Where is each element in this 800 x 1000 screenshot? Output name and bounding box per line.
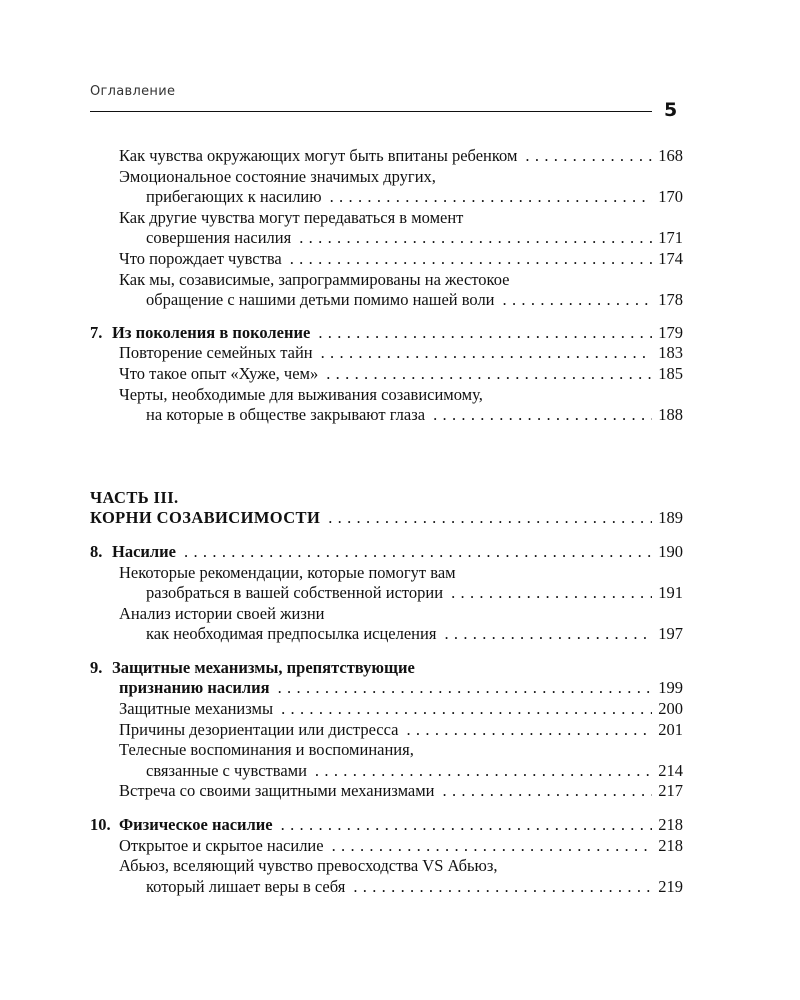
- chapter-title: Насилие: [112, 541, 177, 561]
- part-label: ЧАСТЬ III.: [90, 487, 179, 507]
- toc-entry-continued: [90, 583, 683, 604]
- toc-entry-title: Эмоциональное состояние значимых других,: [119, 166, 436, 186]
- toc-entry-page: 214: [658, 760, 683, 780]
- toc-entry-title: совершения насилия: [146, 228, 292, 248]
- toc-entry: [90, 699, 683, 720]
- toc-entry-page: 218: [658, 835, 683, 855]
- dot-leader: [299, 228, 652, 249]
- page-number: 5: [664, 99, 678, 121]
- toc-entry: [90, 208, 683, 229]
- chapter-page: 218: [658, 815, 683, 835]
- toc-entry-continued: [90, 877, 683, 898]
- toc-entry-page: 200: [658, 699, 683, 719]
- chapter-title: Защитные механизмы, препятствующие: [112, 657, 415, 677]
- toc-entry-continued: [90, 405, 683, 426]
- toc-entry-title: Как чувства окружающих могут быть впитаны ребенком: [119, 146, 518, 165]
- toc-entry-continued: [90, 290, 683, 311]
- chapter-page: 199: [658, 678, 683, 698]
- toc-entry: [90, 364, 683, 385]
- chapter-title: Физическое насилие: [119, 815, 273, 835]
- part-title: КОРНИ СОЗАВИСИМОСТИ: [90, 508, 321, 528]
- toc-entry-title: как необходимая предпосылка исцеления: [146, 624, 437, 644]
- toc-entry-continued: [90, 624, 683, 645]
- dot-leader: [278, 678, 653, 699]
- dot-leader: [451, 583, 652, 604]
- toc-entry-title: Черты, необходимые для выживания созависимому,: [119, 384, 483, 404]
- toc-entry-title: Как мы, созависимые, запрограммированы на жестокое: [119, 269, 510, 289]
- dot-leader: [281, 699, 652, 720]
- toc-entry-page: 174: [658, 248, 683, 268]
- toc-entry-page: 188: [658, 405, 683, 425]
- toc-entry-title: Встреча со своими защитными механизмами: [119, 781, 435, 801]
- toc-entry-title: связанные с чувствами: [146, 760, 307, 780]
- dot-leader: [184, 542, 652, 563]
- toc-entry-page: 183: [658, 343, 683, 363]
- toc-entry-title: Анализ истории своей жизни: [119, 603, 325, 623]
- dot-leader: [406, 720, 652, 741]
- dot-leader: [281, 815, 653, 836]
- toc-entry: [90, 343, 683, 364]
- toc-entry-page: 170: [658, 187, 683, 207]
- chapter-number: 7.: [90, 322, 103, 342]
- dot-leader: [330, 187, 653, 208]
- dot-leader: [315, 761, 652, 782]
- toc-entry-title: Некоторые рекомендации, которые помогут вам: [119, 562, 456, 582]
- toc-entry-title: Что такое опыт «Хуже, чем»: [119, 363, 319, 383]
- toc-entry-page: 168: [658, 146, 683, 165]
- chapter-number: 8.: [90, 541, 103, 561]
- toc-entry-title: обращение с нашими детьми помимо нашей воли: [146, 290, 495, 310]
- header-rule: [90, 111, 652, 112]
- toc-entry-title: Как другие чувства могут передаваться в момент: [119, 207, 464, 227]
- toc-entry: [90, 720, 683, 741]
- dot-leader: [353, 877, 652, 898]
- chapter-title: признанию насилия: [119, 678, 270, 698]
- toc-chapter: [90, 658, 683, 679]
- toc-entry-title: Защитные механизмы: [119, 699, 274, 719]
- toc-entry-title: который лишает веры в себя: [146, 876, 346, 896]
- chapter-page: 179: [658, 322, 683, 342]
- toc-entry: [90, 836, 683, 857]
- toc-entry-title: прибегающих к насилию: [146, 187, 322, 207]
- toc-entry-page: 217: [658, 781, 683, 801]
- chapter-title: Из поколения в поколение: [112, 322, 311, 342]
- toc-entry-continued: [90, 187, 683, 208]
- running-title: Оглавление: [90, 84, 176, 99]
- dot-leader: [321, 343, 653, 364]
- dot-leader: [443, 781, 653, 802]
- toc-entry: [90, 604, 683, 625]
- toc-entry-page: 178: [658, 290, 683, 310]
- toc-entry-continued: [90, 761, 683, 782]
- toc-entry-title: разобраться в вашей собственной истории: [146, 583, 444, 603]
- toc-entry-title: Открытое и скрытое насилие: [119, 835, 324, 855]
- dot-leader: [525, 146, 652, 167]
- toc-chapter-continued: [90, 678, 683, 699]
- table-of-contents: [90, 146, 683, 897]
- toc-entry-page: 219: [658, 876, 683, 896]
- toc-entry-page: 171: [658, 228, 683, 248]
- toc-entry-page: 197: [658, 624, 683, 644]
- toc-part-title: [90, 508, 683, 529]
- toc-entry: [90, 563, 683, 584]
- dot-leader: [444, 624, 652, 645]
- dot-leader: [332, 836, 653, 857]
- dot-leader: [290, 249, 653, 270]
- dot-leader: [328, 508, 652, 529]
- toc-entry-page: 201: [658, 719, 683, 739]
- toc-entry: [90, 740, 683, 761]
- dot-leader: [318, 323, 652, 344]
- toc-entry: [90, 167, 683, 188]
- toc-chapter: [90, 815, 683, 836]
- toc-entry-continued: [90, 228, 683, 249]
- chapter-page: 190: [658, 541, 683, 561]
- toc-chapter: [90, 323, 683, 344]
- toc-part: [90, 488, 683, 509]
- toc-entry-page: 191: [658, 583, 683, 603]
- toc-entry: [90, 270, 683, 291]
- toc-entry-title: Причины дезориентации или дистресса: [119, 719, 399, 739]
- toc-entry: [90, 385, 683, 406]
- chapter-number: 9.: [90, 657, 103, 677]
- toc-entry: [90, 781, 683, 802]
- dot-leader: [326, 364, 652, 385]
- dot-leader: [433, 405, 652, 426]
- part-page: 189: [658, 508, 683, 528]
- toc-entry-title: Абьюз, вселяющий чувство превосходства VS Абьюз,: [119, 856, 498, 876]
- toc-entry-title: Телесные воспоминания и воспоминания,: [119, 740, 414, 760]
- toc-entry: [90, 146, 683, 167]
- toc-entry-title: Что порождает чувства: [119, 248, 282, 268]
- toc-entry-title: на которые в обществе закрывают глаза: [146, 405, 426, 425]
- dot-leader: [503, 290, 653, 311]
- toc-entry-title: Повторение семейных тайн: [119, 343, 313, 363]
- toc-entry-page: 185: [658, 363, 683, 383]
- toc-chapter: [90, 542, 683, 563]
- chapter-number: 10.: [90, 815, 111, 835]
- toc-entry: [90, 856, 683, 877]
- toc-entry: [90, 249, 683, 270]
